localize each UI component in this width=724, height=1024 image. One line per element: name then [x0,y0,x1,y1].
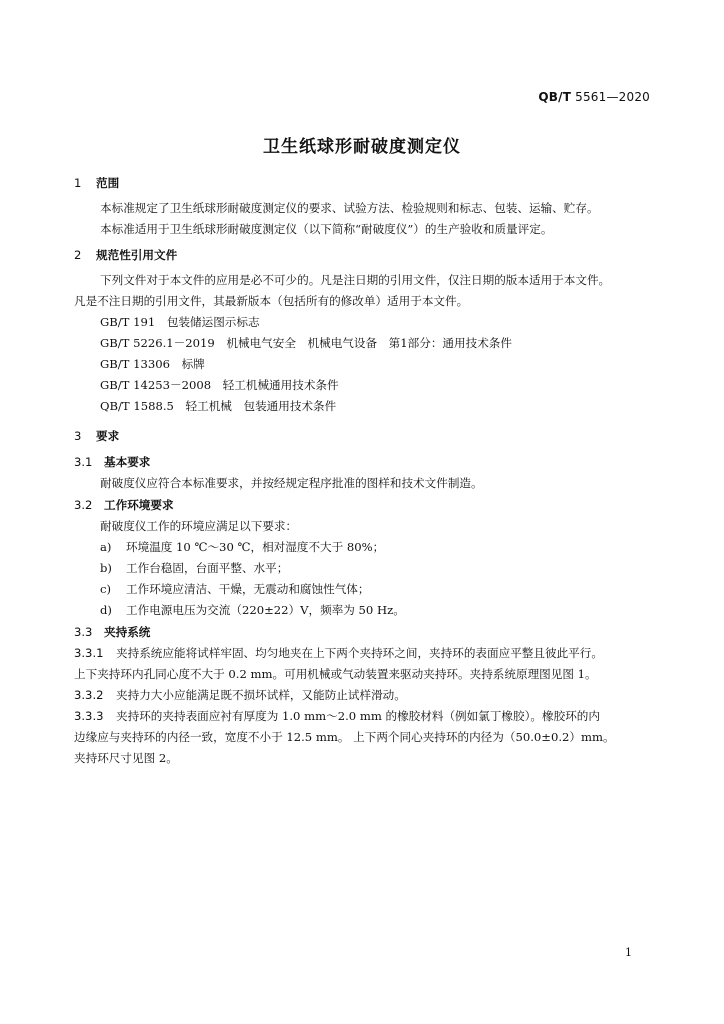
clause-number: 3.3.1 [74,646,104,660]
normative-reference: GB/T 5226.1－2019 机械电气安全 机械电气设备 第1部分：通用技术条件 [100,336,512,350]
list-item [74,579,662,600]
clause-text: 夹持环的夹持表面应衬有厚度为 1.0 mm～2.0 mm 的橡胶材料（例如氯丁橡胶）。橡胶环的内 [116,709,600,723]
document-title: 卫生纸球形耐破度测定仪 [263,137,461,157]
normative-reference: GB/T 13306 标牌 [100,357,205,371]
list-item-text: 环境温度 10 ℃～30 ℃，相对湿度不大于 80%； [126,540,385,554]
page-number: 1 [625,946,632,959]
paragraph: 本标准规定了卫生纸球形耐破度测定仪的要求、试验方法、检验规则和标志、包装、运输、贮存。 [100,201,599,215]
section-2-heading [74,244,662,266]
clause-number: 3.3.2 [74,688,104,702]
list-marker: b) [100,561,112,575]
section-number: 3 [74,429,82,443]
clause-3-3-3 [74,706,662,727]
normative-reference: GB/T 14253－2008 轻工机械通用技术条件 [100,378,339,392]
list-item [74,537,662,558]
section-title: 范围 [96,176,120,190]
section-3-heading [74,425,662,447]
standard-code-number: 5561—2020 [571,90,650,104]
clause-text: 夹持力大小应能满足既不损坏试样，又能防止试样滑动。 [116,688,406,702]
clause-number: 3.3.3 [74,709,104,723]
paragraph: 下列文件对于本文件的应用是必不可少的。凡是注日期的引用文件，仅注日期的版本适用于本文件。 [100,273,611,287]
clause-text-continuation: 边缘应与夹持环的内径一致，宽度不小于 12.5 mm。 上下两个同心夹持环的内径为（50.0±0.2）mm。 [74,730,615,744]
clause-number: 3.3 [74,625,93,639]
list-marker: a) [100,540,112,554]
paragraph-continuation: 凡是不注日期的引用文件，其最新版本（包括所有的修改单）适用于本文件。 [74,294,469,308]
section-title: 要求 [96,429,120,443]
clause-3-3-1 [74,643,662,664]
normative-reference: QB/T 1588.5 轻工机械 包装通用技术条件 [100,399,337,413]
paragraph: 本标准适用于卫生纸球形耐破度测定仪（以下简称“耐破度仪”）的生产验收和质量评定。 [100,222,553,236]
clause-title: 工作环境要求 [104,498,174,512]
section-title: 规范性引用文件 [96,248,178,262]
clause-3-2-heading [74,494,662,516]
clause-3-3-heading [74,621,662,643]
clause-text-continuation: 上下夹持环内孔同心度不大于 0.2 mm。可用机械或气动装置来驱动夹持环。夹持系统原理图见图 1。 [74,667,597,681]
normative-reference: GB/T 191 包装储运图示标志 [100,315,260,329]
list-item-text: 工作台稳固，台面平整、水平； [126,561,289,575]
clause-title: 基本要求 [104,455,151,469]
standard-code-prefix: QB/T [538,90,572,104]
clause-3-1-heading [74,451,662,473]
clause-text: 夹持系统应能将试样牢固、均匀地夹在上下两个夹持环之间，夹持环的表面应平整且彼此平行。 [116,646,603,660]
paragraph: 耐破度仪应符合本标准要求，并按经规定程序批准的图样和技术文件制造。 [100,476,483,490]
clause-3-3-2 [74,685,662,706]
section-1-heading [74,172,662,194]
clause-number: 3.2 [74,498,93,512]
clause-title: 夹持系统 [104,625,151,639]
list-item [74,600,662,621]
section-number: 1 [74,176,82,190]
list-item [74,558,662,579]
list-item-text: 工作电源电压为交流（220±22）V，频率为 50 Hz。 [126,603,405,617]
clause-text-continuation: 夹持环尺寸见图 2。 [74,751,178,765]
section-number: 2 [74,248,82,262]
standard-code [538,90,650,104]
list-marker: c) [100,582,112,596]
document-body [74,172,662,769]
list-item-text: 工作环境应清洁、干燥，无震动和腐蚀性气体； [126,582,370,596]
paragraph: 耐破度仪工作的环境应满足以下要求： [100,519,298,533]
clause-number: 3.1 [74,455,93,469]
list-marker: d) [100,603,112,617]
